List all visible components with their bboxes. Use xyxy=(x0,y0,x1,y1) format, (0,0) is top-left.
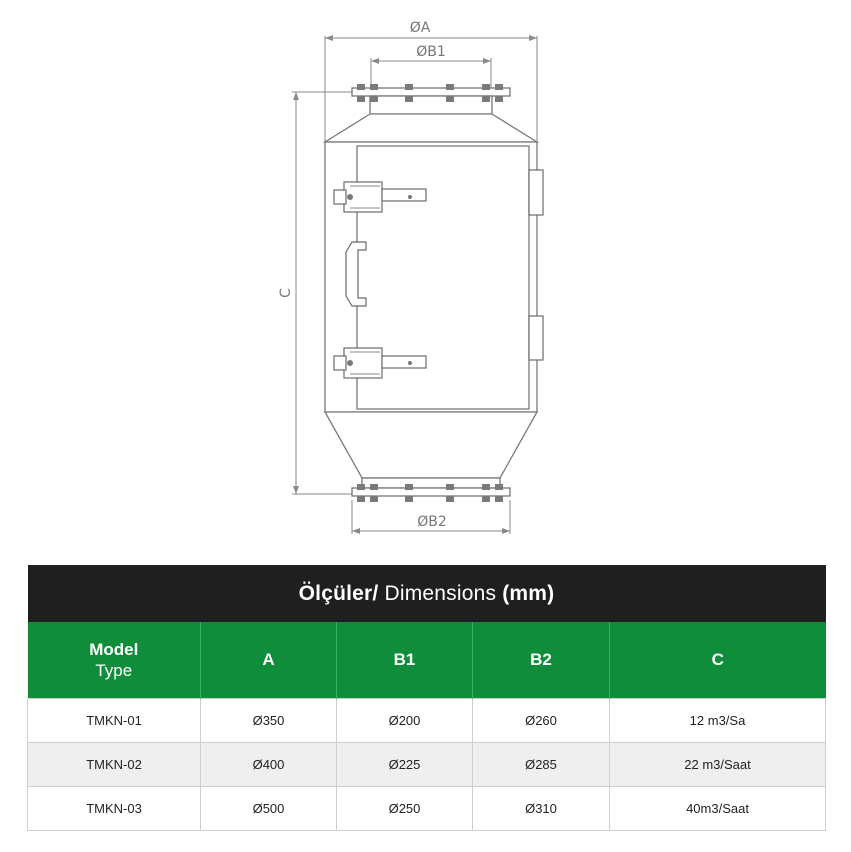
table-row xyxy=(28,787,826,831)
header-a: A xyxy=(201,622,337,699)
cell-a: Ø350 xyxy=(201,699,337,743)
table-row xyxy=(28,699,826,743)
cell-model: TMKN-01 xyxy=(28,699,201,743)
cell-b2: Ø260 xyxy=(473,699,610,743)
cell-a: Ø400 xyxy=(201,743,337,787)
cell-model: TMKN-02 xyxy=(28,743,201,787)
dimension-b1 xyxy=(371,44,491,90)
header-model xyxy=(28,622,201,699)
cell-c: 22 m3/Saat xyxy=(610,743,826,787)
label-a: ØA xyxy=(409,20,431,36)
label-b1: ØB1 xyxy=(416,44,446,60)
cell-model: TMKN-03 xyxy=(28,787,201,831)
header-c: C xyxy=(610,622,826,699)
title-bold-2: (mm) xyxy=(502,581,555,605)
bottom-cone xyxy=(325,412,537,478)
table-row xyxy=(28,743,826,787)
table-header-row xyxy=(28,622,826,699)
table-title-row xyxy=(28,565,826,622)
cell-b2: Ø285 xyxy=(473,743,610,787)
top-cone xyxy=(325,114,537,142)
cell-b2: Ø310 xyxy=(473,787,610,831)
header-b1: B1 xyxy=(337,622,473,699)
dimension-b2 xyxy=(352,500,510,534)
cell-b1: Ø225 xyxy=(337,743,473,787)
header-type-label: Type xyxy=(95,660,133,680)
cell-c: 40m3/Saat xyxy=(610,787,826,831)
header-b2: B2 xyxy=(473,622,610,699)
title-regular: Dimensions xyxy=(378,581,503,605)
cell-c: 12 m3/Sa xyxy=(610,699,826,743)
label-b2: ØB2 xyxy=(417,514,447,530)
label-c: C xyxy=(278,288,294,298)
cell-a: Ø500 xyxy=(201,787,337,831)
cell-b1: Ø250 xyxy=(337,787,473,831)
top-flange xyxy=(352,84,510,114)
title-bold-1: Ölçüler/ xyxy=(298,581,379,605)
header-model-label: Model xyxy=(89,639,139,659)
table-title xyxy=(28,565,826,622)
cell-b1: Ø200 xyxy=(337,699,473,743)
dimensions-table xyxy=(27,565,826,831)
